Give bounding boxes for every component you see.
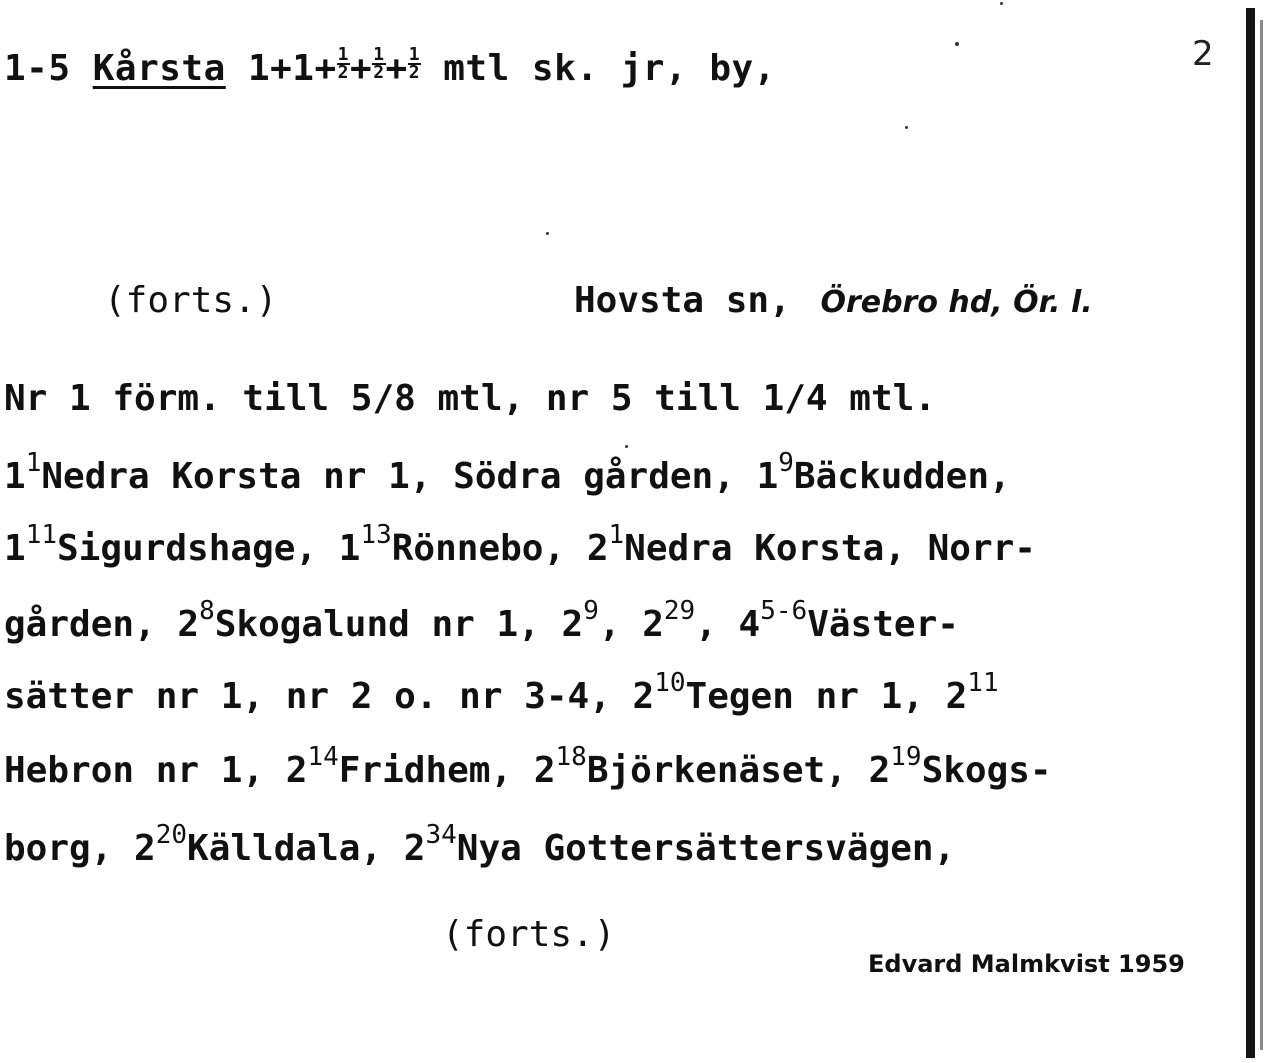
- author-signature: Edvard Malmkvist 1959: [868, 950, 1185, 978]
- superscript-number: 9: [583, 596, 599, 626]
- text-segment: Nya Gottersättersvägen,: [456, 828, 956, 869]
- continued-label-bottom: (forts.): [442, 914, 616, 955]
- text-segment: 1: [4, 456, 26, 497]
- fraction-half-1: $\frac{1}{2}$: [337, 44, 349, 83]
- text-segment: Rönnebo, 2: [391, 528, 609, 569]
- superscript-number: 19: [890, 742, 922, 772]
- text-segment: , 2: [598, 604, 664, 645]
- text-segment: gården, 2: [4, 604, 200, 645]
- text-segment: Björkenäset, 2: [586, 750, 891, 791]
- page-number: 2: [1192, 34, 1214, 74]
- superscript-number: 14: [307, 742, 339, 772]
- fraction-half-2: $\frac{1}{2}$: [373, 44, 385, 83]
- superscript-number: 1: [608, 520, 625, 550]
- text-line: [4, 378, 936, 419]
- heading-range: 1-5: [4, 48, 71, 89]
- text-line: [4, 742, 1052, 791]
- superscript-number: 1: [25, 448, 42, 478]
- text-segment: Nedra Korsta, Norr-: [624, 528, 1036, 569]
- text-line: [4, 520, 1036, 569]
- fraction-half-3: $\frac{1}{2}$: [408, 44, 421, 83]
- parish-name: Hovsta sn,: [574, 280, 791, 321]
- superscript-number: 34: [425, 820, 457, 850]
- text-segment: Skogs-: [921, 750, 1052, 791]
- text-line: [4, 448, 1011, 497]
- superscript-number: 10: [654, 668, 686, 698]
- superscript-number: 11: [25, 520, 57, 550]
- superscript-number: 13: [360, 520, 392, 550]
- heading-units-prefix: 1+1+: [247, 48, 337, 89]
- text-segment: Fridhem, 2: [338, 750, 556, 791]
- text-line: [4, 668, 999, 717]
- ink-speck: [625, 445, 628, 448]
- text-segment: Källdala, 2: [187, 828, 426, 869]
- text-segment: borg, 2: [4, 828, 156, 869]
- parish-location: [574, 280, 1093, 321]
- text-line: [4, 596, 959, 645]
- text-segment: Nedra Korsta nr 1, Södra gården, 1: [41, 456, 779, 497]
- superscript-number: 18: [555, 742, 587, 772]
- ink-speck: [546, 232, 549, 235]
- superscript-number: 20: [155, 820, 188, 850]
- ink-speck: [1000, 2, 1003, 5]
- superscript-number: 11: [967, 668, 999, 698]
- ink-speck: [905, 126, 908, 129]
- text-segment: Bäckudden,: [793, 456, 1011, 497]
- text-segment: , 4: [695, 604, 761, 645]
- card-heading: 1-5 Kårsta 1+1+ $\frac{1}{2}$ + $\frac{1}{2}$ + $\frac{1}{2}$ mtl sk. jr, by,: [4, 44, 776, 89]
- heading-place: Kårsta: [92, 48, 226, 89]
- card-edge-shadow: [1260, 20, 1263, 1050]
- text-line: [4, 820, 956, 869]
- text-segment: Väster-: [807, 604, 959, 645]
- text-segment: Sigurdshage, 1: [57, 528, 361, 569]
- superscript-number: 5-6: [760, 596, 808, 626]
- superscript-number: 8: [199, 596, 215, 626]
- text-segment: Tegen nr 1, 2: [685, 676, 968, 717]
- text-segment: Skogalund nr 1, 2: [214, 604, 584, 645]
- card-edge-bar: [1246, 8, 1255, 1058]
- heading-units-suffix: mtl sk. jr, by,: [421, 48, 776, 89]
- superscript-number: 9: [778, 448, 794, 478]
- ink-speck: [955, 42, 959, 46]
- text-segment: sätter nr 1, nr 2 o. nr 3-4, 2: [4, 676, 655, 717]
- district-name: Örebro hd, Ör. l.: [820, 285, 1093, 320]
- continued-label-top: (forts.): [104, 280, 278, 321]
- text-segment: 1: [4, 528, 26, 569]
- text-segment: Nr 1 förm. till 5/8 mtl, nr 5 till 1/4 mtl.: [4, 378, 936, 419]
- superscript-number: 29: [663, 596, 696, 626]
- text-segment: Hebron nr 1, 2: [4, 750, 308, 791]
